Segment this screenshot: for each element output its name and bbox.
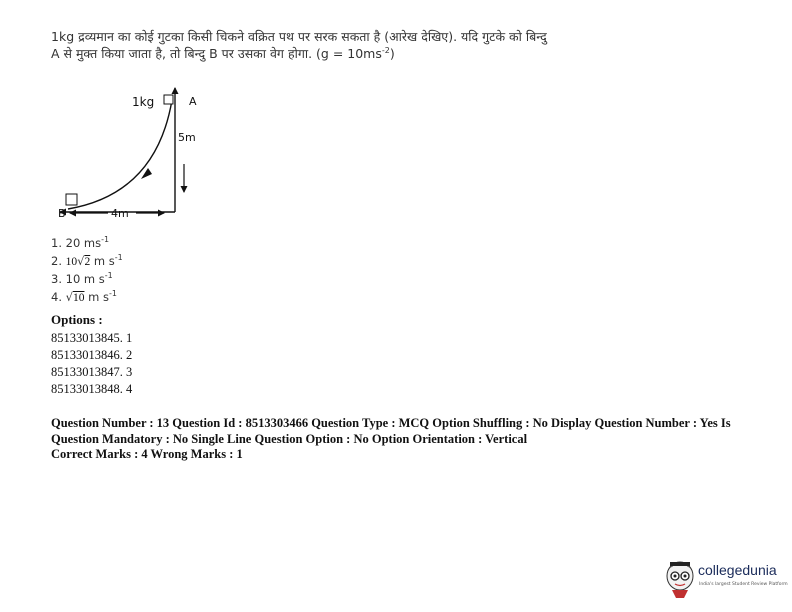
block-at-b [66,194,77,205]
logo-name: collegedunia [698,562,777,578]
incline-diagram [48,78,218,228]
option-id-list [51,330,132,398]
metadata-line-1: Question Number : 13 Question Id : 8513303466 Question Type : MCQ Option Shuffling : No Display Question Number : Yes Is [51,416,731,430]
answer-option-3: 3. 10 m $s^{-1}$ [51,271,113,286]
mascot-icon [664,556,696,600]
mass-label: 1kg [132,95,155,109]
sqrt-sign: √ [65,290,73,304]
collegedunia-logo [664,556,789,604]
options-heading: Options : [51,312,103,327]
answer-options [51,234,123,306]
point-b-label: B [58,207,66,220]
answer-option-2: 2. 10√2 m $s^{-1}$ [51,253,123,268]
block-at-a [164,95,173,104]
metadata-line-2: Question Mandatory : No Single Line Question Option : No Option Orientation : Vertical [51,431,528,446]
option-id: 85133013845. 1 [51,331,133,345]
option-id: 85133013848. 4 [51,382,133,396]
logo-tagline: India's largest Student Review Platform [699,582,788,587]
metadata-line-3: Correct Marks : 4 Wrong Marks : 1 [51,447,243,461]
answer-option-1: 1. 20 $ms^{-1}$ [51,235,110,250]
question-line-2: A से मुक्त किया जाता है, तो बिन्दु B पर उसका वेग होगा. $(g = 10ms^{-2})$ [51,45,395,61]
answer-option-4: 4. √10 m $s^{-1}$ [51,289,117,304]
point-a-label: A [189,95,197,108]
curved-track [68,100,172,209]
question-line-1: 1kg द्रव्यमान का कोई गुटका किसी चिकने वक्रित पथ पर सरक सकता है (आरेख देखिए). यदि गुटके को बिन्दु [51,29,547,44]
sqrt-sign: √ [77,254,85,268]
question-text [51,28,691,62]
question-metadata [51,416,751,463]
width-label: 4m [111,207,129,220]
option-id: 85133013846. 2 [51,348,133,362]
height-label: 5m [178,131,196,144]
option-id: 85133013847. 3 [51,365,133,379]
